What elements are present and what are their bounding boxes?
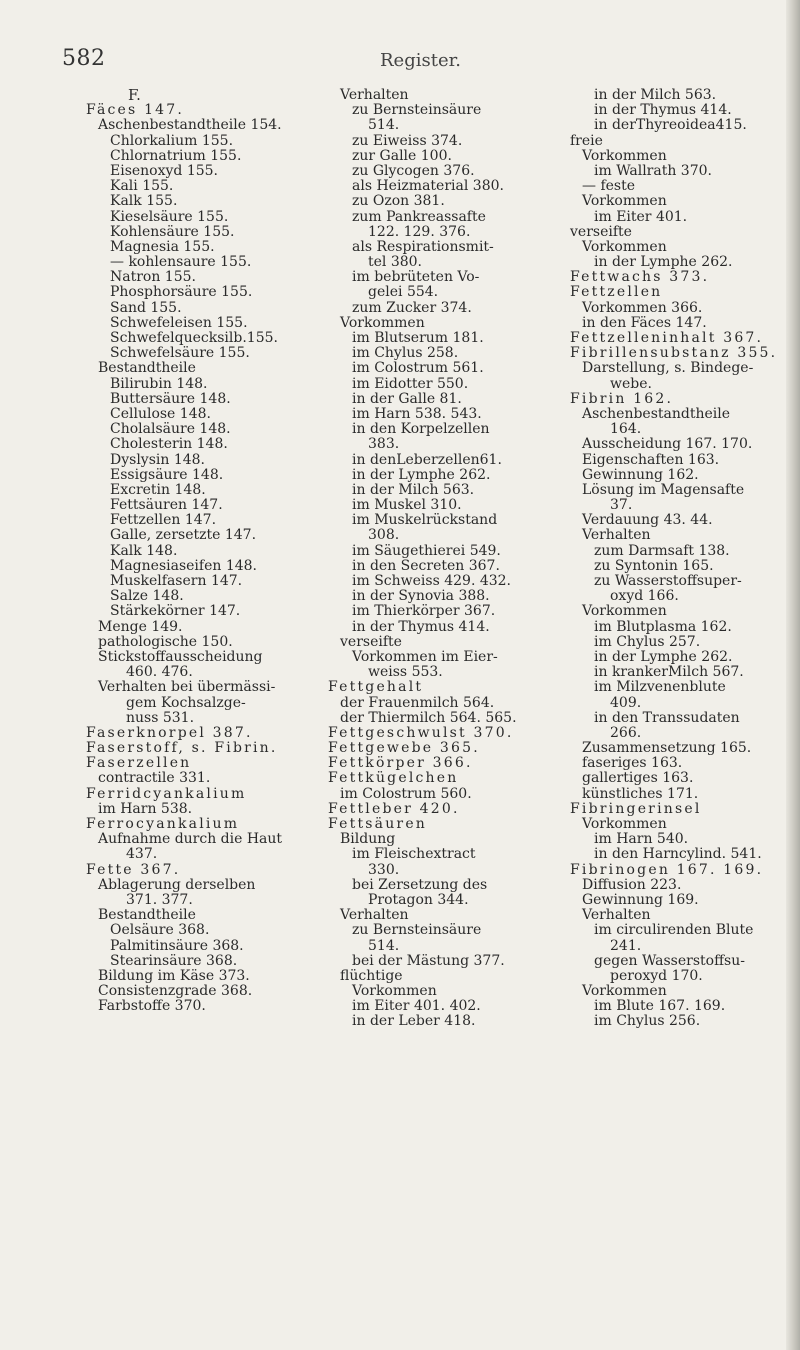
index-subentry: 266. (610, 724, 642, 741)
index-subentry: Phosphorsäure 155. (110, 284, 253, 301)
index-subentry: Verdauung 43. 44. (582, 512, 713, 529)
index-headword: Faserstoff, s. Fibrin. (86, 740, 278, 757)
index-subentry: Dyslysin 148. (110, 451, 206, 468)
index-subentry: Oelsäure 368. (110, 922, 210, 939)
index-subentry: Stearinsäure 368. (110, 952, 238, 969)
index-subentry: contractile 331. (98, 770, 211, 787)
index-subentry: in denLeberzellen61. (352, 451, 502, 468)
index-subentry: im Blutserum 181. (352, 330, 484, 346)
index-subentry: Bestandtheile (98, 360, 196, 377)
index-subentry: gem Kochsalzge- (126, 694, 246, 711)
index-subentry: Diffusion 223. (582, 876, 682, 893)
index-subentry: Vorkommen (340, 314, 425, 331)
index-column-1 (86, 88, 322, 1014)
index-subentry: Fettzellen 147. (110, 512, 217, 529)
index-subentry: 330. (368, 861, 400, 878)
index-subentry: 371. 377. (126, 891, 193, 908)
index-subentry: im Muskel 310. (352, 497, 462, 514)
index-subentry: Stärkekörner 147. (110, 603, 241, 620)
index-subentry: Vorkommen (582, 147, 667, 164)
index-subentry: in den Korpelzellen (352, 421, 490, 438)
index-subentry: in der Thymus 414. (352, 618, 490, 635)
index-subentry: Magnesia 155. (110, 238, 215, 255)
index-subentry: Bilirubin 148. (110, 375, 208, 392)
index-subentry: Lösung im Magensafte (582, 481, 745, 498)
index-subentry: Schwefelsäure 155. (110, 345, 250, 362)
index-subentry: in der Leber 418. (352, 1013, 476, 1030)
index-subentry: in den Secreten 367. (352, 557, 500, 574)
index-subentry: 383. (368, 436, 400, 453)
index-subentry: im Eiter 401. 402. (352, 998, 481, 1015)
index-headword: Fettkügelchen (328, 770, 459, 787)
index-subentry: Fettsäuren 147. (110, 497, 223, 514)
index-subentry: Galle, zersetzte 147. (110, 527, 257, 544)
index-subentry: der Thiermilch 564. 565. (340, 709, 517, 726)
index-subentry: zum Darmsaft 138. (594, 542, 730, 559)
index-subentry: im Säugethierei 549. (352, 542, 501, 559)
index-subentry: als Respirationsmit- (352, 238, 494, 255)
index-subentry: gallertiges 163. (582, 770, 694, 787)
index-subentry: Verhalten (582, 907, 651, 924)
index-subentry: Zusammensetzung 165. (582, 740, 752, 757)
index-subentry: im Chylus 256. (594, 1013, 701, 1030)
section-letter: F. (128, 86, 141, 104)
index-subentry: als Heizmaterial 380. (352, 178, 504, 195)
index-subentry: webe. (610, 375, 652, 392)
index-subentry: Salze 148. (110, 588, 184, 605)
index-subentry: im Chylus 257. (594, 633, 701, 650)
index-subentry: zu Syntonin 165. (594, 557, 714, 574)
index-subentry: zum Zucker 374. (352, 299, 472, 316)
index-subentry: 241. (610, 937, 642, 954)
index-column-2 (328, 88, 560, 1030)
index-subentry: 514. (368, 937, 400, 954)
index-column-3 (570, 88, 792, 1030)
index-subentry: — kohlensaure 155. (110, 254, 252, 271)
index-headword: Fettsäuren (328, 816, 428, 832)
index-subentry: in der Lymphe 262. (352, 466, 491, 483)
index-subentry: zu Eiweiss 374. (352, 132, 463, 149)
index-subentry: Aschenbestandtheile 154. (98, 117, 282, 134)
index-headword: Fibrinogen 167. 169. (570, 861, 764, 878)
index-subentry: Kali 155. (110, 178, 174, 195)
index-headword: Fettleber 420. (328, 800, 460, 817)
page-edge-shadow (786, 0, 800, 1350)
index-subentry: in der Lymphe 262. (594, 254, 733, 271)
index-subentry: Kieselsäure 155. (110, 208, 229, 225)
index-subentry: Schwefelquecksilb.155. (110, 330, 278, 346)
index-subentry: in der Milch 563. (352, 481, 475, 498)
index-subentry: im Colostrum 561. (352, 360, 484, 377)
index-subentry: Bildung (340, 831, 396, 848)
index-headword: Fettwachs 373. (570, 269, 710, 286)
index-subentry: Cholesterin 148. (110, 436, 228, 453)
index-subentry: Vorkommen (582, 603, 667, 620)
index-subentry: Sand 155. (110, 299, 182, 316)
index-subentry: Protagon 344. (368, 891, 469, 908)
index-subentry: im bebrüteten Vo- (352, 269, 480, 286)
index-subentry: Vorkommen (582, 238, 667, 255)
index-subentry: Buttersäure 148. (110, 390, 231, 407)
index-subentry: in den Fäces 147. (582, 314, 707, 331)
index-subentry: bei der Mästung 377. (352, 952, 505, 969)
index-subentry: 437. (126, 846, 158, 863)
index-subentry: Vorkommen (582, 193, 667, 210)
index-subentry: künstliches 171. (582, 785, 699, 802)
index-subentry: zu Bernsteinsäure (352, 102, 482, 119)
index-subentry: im Muskelrückstand (352, 512, 498, 529)
index-subentry: zu Bernsteinsäure (352, 922, 482, 939)
index-subentry: im Milzvenenblute (594, 679, 726, 696)
index-subentry: oxyd 166. (610, 588, 679, 605)
index-subentry: in der Lymphe 262. (594, 648, 733, 665)
index-subentry: in derThyreoidea415. (594, 117, 747, 134)
index-subentry: Aufnahme durch die Haut (98, 831, 283, 848)
index-subentry: in der Thymus 414. (594, 102, 732, 119)
index-headword: Fettkörper 366. (328, 755, 473, 772)
index-subentry: Darstellung, s. Bindege- (582, 360, 754, 377)
index-subentry: Verhalten bei übermässi- (98, 679, 276, 696)
index-subentry: Bildung im Käse 373. (98, 967, 250, 984)
index-subentry: 37. (610, 497, 633, 514)
index-subentry: 164. (610, 421, 642, 438)
index-subentry: faseriges 163. (582, 755, 683, 772)
index-subentry: Stickstoffausscheidung (98, 648, 263, 665)
index-subentry: im Blutplasma 162. (594, 618, 732, 635)
index-headword: Fäces 147. (86, 102, 185, 119)
index-subentry: peroxyd 170. (610, 967, 703, 984)
index-subentry: im Harn 540. (594, 831, 689, 848)
index-subentry: flüchtige (340, 967, 403, 984)
index-subentry: gelei 554. (368, 284, 439, 301)
index-subentry: Gewinnung 162. (582, 466, 699, 483)
index-subentry: zu Glycogen 376. (352, 162, 475, 179)
index-subentry: in den Harncylind. 541. (594, 846, 762, 863)
index-subentry: Vorkommen (582, 983, 667, 1000)
index-subentry: 308. (368, 527, 400, 544)
index-headword: Fettzelleninhalt 367. (570, 330, 764, 346)
index-subentry: Verhalten (582, 527, 651, 544)
index-subentry: Magnesiaseifen 148. (110, 557, 258, 574)
index-subentry: Schwefeleisen 155. (110, 314, 248, 331)
index-subentry: Eigenschaften 163. (582, 451, 720, 468)
index-subentry: Menge 149. (98, 618, 183, 635)
index-subentry: in der Galle 81. (352, 390, 462, 407)
index-subentry: 409. (610, 694, 642, 711)
index-subentry: Consistenzgrade 368. (98, 983, 253, 1000)
index-subentry: Excretin 148. (110, 481, 206, 498)
index-headword: Faserknorpel 387. (86, 724, 253, 741)
index-subentry: 514. (368, 117, 400, 134)
index-subentry: 122. 129. 376. (368, 223, 471, 240)
index-subentry: verseifte (570, 223, 632, 240)
index-headword: Fettzellen (570, 284, 663, 301)
index-subentry: im Wallrath 370. (594, 162, 712, 179)
index-subentry: im Harn 538. (98, 800, 193, 817)
index-headword: Faserzellen (86, 755, 192, 772)
index-subentry: im circulirenden Blute (594, 922, 754, 939)
index-subentry: Kohlensäure 155. (110, 223, 235, 240)
index-subentry: Farbstoffe 370. (98, 998, 206, 1015)
index-headword: Fibrillensubstanz 355. (570, 345, 778, 362)
index-subentry: pathologische 150. (98, 633, 233, 650)
index-subentry: Vorkommen 366. (582, 299, 703, 316)
index-subentry: Cholalsäure 148. (110, 421, 231, 438)
index-subentry: zur Galle 100. (352, 147, 452, 164)
index-subentry: Vorkommen (582, 816, 667, 832)
index-subentry: in den Transsudaten (594, 709, 740, 726)
running-head: Register. (380, 50, 461, 71)
index-subentry: im Harn 538. 543. (352, 405, 482, 422)
index-headword: Ferridcyankalium (86, 785, 247, 802)
index-headword: Ferrocyankalium (86, 816, 240, 832)
index-subentry: der Frauenmilch 564. (340, 694, 495, 711)
index-subentry: Verhalten (340, 87, 409, 103)
index-subentry: weiss 553. (368, 664, 443, 681)
index-subentry: Essigsäure 148. (110, 466, 224, 483)
index-subentry: im Schweiss 429. 432. (352, 573, 512, 589)
index-subentry: im Colostrum 560. (340, 785, 472, 802)
index-subentry: Bestandtheile (98, 907, 196, 924)
index-subentry: Gewinnung 169. (582, 891, 699, 908)
index-subentry: Kalk 155. (110, 193, 178, 210)
index-subentry: Chlornatrium 155. (110, 147, 242, 164)
index-subentry: im Chylus 258. (352, 345, 459, 362)
page-number: 582 (62, 46, 106, 71)
index-subentry: — feste (582, 178, 636, 195)
index-subentry: Palmitinsäure 368. (110, 937, 244, 954)
index-subentry: 460. 476. (126, 664, 193, 681)
index-headword: Fibrin 162. (570, 390, 674, 407)
index-subentry: Eisenoxyd 155. (110, 162, 219, 179)
index-subentry: gegen Wasserstoffsu- (594, 952, 745, 969)
index-subentry: zum Pankreassafte (352, 208, 486, 225)
index-subentry: Ablagerung derselben (98, 876, 256, 893)
index-subentry: nuss 531. (126, 709, 195, 726)
index-subentry: im Fleischextract (352, 846, 476, 863)
index-subentry: Verhalten (340, 907, 409, 924)
index-subentry: Vorkommen im Eier- (352, 648, 498, 665)
index-headword: Fette 367. (86, 861, 181, 878)
index-subentry: freie (570, 132, 603, 149)
index-subentry: Muskelfasern 147. (110, 573, 243, 589)
index-headword: Fettgehalt (328, 679, 424, 696)
index-headword: Fettgeschwulst 370. (328, 724, 514, 741)
index-subentry: in krankerMilch 567. (594, 664, 744, 681)
index-subentry: im Thierkörper 367. (352, 603, 496, 620)
index-subentry: Natron 155. (110, 269, 196, 286)
index-subentry: tel 380. (368, 254, 423, 271)
index-subentry: Kalk 148. (110, 542, 178, 559)
index-subentry: zu Ozon 381. (352, 193, 445, 210)
index-subentry: im Eiter 401. (594, 208, 688, 225)
index-subentry: verseifte (340, 633, 402, 650)
index-subentry: Aschenbestandtheile (582, 405, 731, 422)
index-subentry: Vorkommen (352, 983, 437, 1000)
index-subentry: Chlorkalium 155. (110, 132, 234, 149)
index-subentry: Ausscheidung 167. 170. (582, 436, 753, 453)
index-subentry: bei Zersetzung des (352, 876, 488, 893)
index-subentry: in der Milch 563. (594, 87, 717, 103)
index-subentry: zu Wasserstoffsuper- (594, 573, 742, 589)
index-subentry: im Eidotter 550. (352, 375, 469, 392)
index-headword: Fettgewebe 365. (328, 740, 480, 757)
index-headword: Fibringerinsel (570, 800, 702, 817)
index-subentry: Cellulose 148. (110, 405, 211, 422)
index-subentry: in der Synovia 388. (352, 588, 490, 605)
index-subentry: im Blute 167. 169. (594, 998, 726, 1015)
